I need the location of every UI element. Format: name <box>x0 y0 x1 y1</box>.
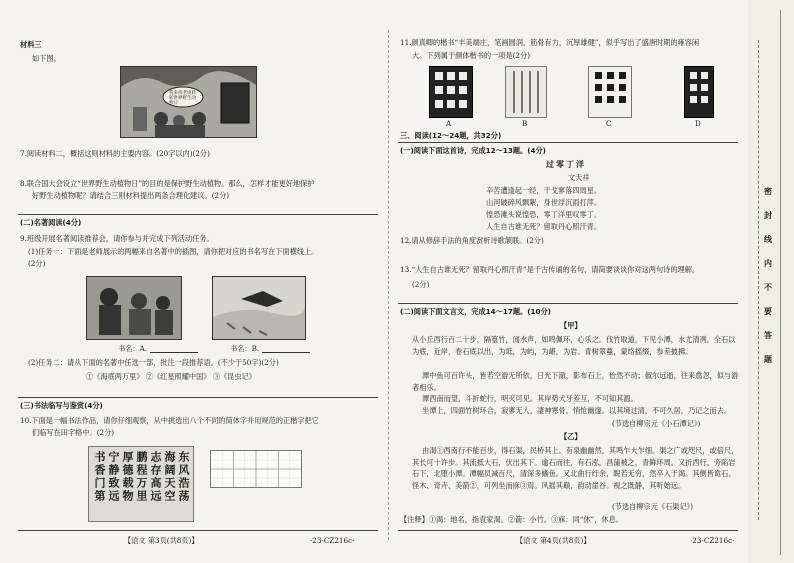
reading-divider <box>398 142 738 143</box>
footer-left-code: ·23-CZ216c· <box>310 536 355 545</box>
sealing-line-char: 密 <box>764 187 772 196</box>
annotation-notes: 【注释】①渴：地名，指袁家渴。②箭：小竹。③庥：同“休”，休息。 <box>400 515 623 524</box>
passage-jia-p4: 坐潭上，四面竹树环合，寂寥无人，凄神寒骨，悄怆幽邃。以其境过清，不可久居，乃记之而去。 <box>422 406 732 415</box>
illustration-a-drawing <box>87 277 181 339</box>
binding-dashed-line <box>758 40 759 520</box>
question-10-line1: 10.下面是一幅书法作品，请你仔细观察，从中挑选出八个不同的简体字并用规范的正楷字把它 <box>20 416 319 425</box>
passage-jia-p1: 从小丘西行百二十步，隔篁竹，闻水声，如鸣佩环，心乐之。伐竹取道，下见小潭，水尤清冽。全石以为底，近岸，卷石底以出，为坻，为屿，为嵁，为岩。青树翠蔓，蒙络摇缀，参差披拂。 <box>412 335 736 356</box>
option-label-c: C <box>606 119 612 128</box>
question-13-line1: 13.“人生自古谁无死？留取丹心照汗青”是千古传诵的名句，请简要谈谈你对这两句诗的理解。 <box>400 265 700 274</box>
page-separator <box>388 30 389 540</box>
calligraphy-b-glyphs <box>506 67 546 117</box>
section-famous-books: (二)名著阅读(4分) <box>20 218 82 227</box>
calligraphy-column: 宁静致远 <box>107 451 120 503</box>
cartoon-image <box>120 66 257 138</box>
calligraphy-column: 志存高远 <box>149 451 162 503</box>
material3-title: 材料三 <box>20 40 42 49</box>
illustration-b-drawing <box>213 277 305 339</box>
footer-left-page: 【语文 第3页(共8页)】 <box>124 536 199 545</box>
calligraphy-option-a <box>429 66 473 118</box>
sealing-line-char: 内 <box>764 259 772 268</box>
calligraphy-a-glyphs <box>430 67 472 117</box>
calligraphy-d-glyphs <box>685 67 713 117</box>
bookname-label-a: 书名：A. <box>118 344 148 353</box>
passage-jia-source: (节选自柳宗元《小石潭记》) <box>612 419 701 428</box>
tianzige-grid[interactable] <box>210 450 302 488</box>
poem-title: 过零丁洋 <box>546 159 586 169</box>
calligraphy-artwork <box>88 446 194 522</box>
question-9-task1: (1)任务一：下面是老师展示的两幅来自名著中的插图，请你把对应的书名写在下面横线上。 <box>28 247 319 256</box>
calligraphy-column: 鹏程万里 <box>135 451 148 503</box>
footer-right-page: 【语文 第4页(共8页)】 <box>516 536 591 545</box>
passage-jia-p3: 潭西南而望，斗折蛇行，明灭可见。其岸势犬牙差互，不可知其源。 <box>422 394 638 403</box>
passage-jia-label: 【甲】 <box>560 321 582 330</box>
poem-line-2: 山河破碎风飘絮，身世浮沉雨打萍。 <box>486 198 602 207</box>
calligraphy-column: 海阔天空 <box>163 451 176 503</box>
option-label-d: D <box>695 119 701 128</box>
tianzige-lines <box>211 451 301 487</box>
bookname-blank-a[interactable] <box>150 352 198 353</box>
sealing-line-char: 题 <box>764 355 772 364</box>
section-divider-2 <box>18 397 378 398</box>
question-9-task2: (2)任务二：请从下面的名著中任选一部，批注一段推荐语。(不少于50字)(2分) <box>28 358 279 367</box>
passage-yi-text: 由渴①西南行不能百步，得石渠，民桥其上。有泉幽幽然，其鸣乍大乍细。渠之广或咫尺，或倍尺，其长可十许步。其流抵大石，伏出其下。逾石而往，有石泓，昌蒲被之，青鲜环周。又折西行，旁陷岩石下，北堕小潭。潭幅员减百尺，清深多鯈鱼。又北曲行纡余，睨若无穷，然卒入于渴。其侧皆诡石、怪木、奇卉、美箭②，可列坐而庥③焉。风摇其巅，韵动崖谷。视之既静，其听始远。 <box>412 446 739 490</box>
question-8-line2: 好野生动植物呢？请结合三则材料提出两条合理化建议。(2分) <box>32 191 230 200</box>
poem-line-3: 惶恐滩头说惶恐，零丁洋里叹零丁。 <box>486 210 602 219</box>
material3-sub: 如下图。 <box>32 54 61 63</box>
passage-yi-label: 【乙】 <box>560 432 582 441</box>
footer-right-code: ·23-CZ216c· <box>690 536 735 545</box>
sealing-line-char: 线 <box>764 235 772 244</box>
subsection-poem: (一)阅读下面这首诗，完成12～13题。(4分) <box>400 146 546 155</box>
question-13-line2: (2分) <box>412 280 430 289</box>
calligraphy-column: 书香门第 <box>93 451 106 503</box>
calligraphy-column: 东风浩荡 <box>177 451 190 503</box>
section-reading: 三、阅读(12～24题，共32分) <box>400 131 502 140</box>
passage-jia-p2: 潭中鱼可百许头，皆若空游无所依，日光下澈，影布石上，佁然不动；俶尔远逝，往来翕忽，似与游者相乐。 <box>412 371 739 392</box>
calligraphy-columns <box>93 451 189 517</box>
sealing-line-char: 不 <box>764 283 772 292</box>
calligraphy-option-b <box>505 66 547 118</box>
classical-divider <box>398 303 738 304</box>
sealing-line-char: 封 <box>764 211 772 220</box>
question-10-line2: 们临写在田字格中。(2分) <box>32 428 115 437</box>
footer-divider-left <box>18 530 378 531</box>
bookname-label-b: 书名：B. <box>230 344 260 353</box>
footer-divider-right <box>398 530 738 531</box>
subsection-classical: (二)阅读下面文言文，完成14～17题。(10分) <box>400 307 551 316</box>
section-divider <box>18 214 378 215</box>
question-11-line2: 大。下列属于颜体楷书的一项是(2分) <box>412 51 530 60</box>
question-7: 7.阅读材料二，概括这则材料的主要内容。(20字以内)(2分) <box>20 149 210 158</box>
illustration-a <box>86 276 182 340</box>
calligraphy-c-glyphs <box>589 67 631 117</box>
calligraphy-option-c <box>588 66 632 118</box>
binding-margin <box>748 0 794 563</box>
question-12: 12.请从修辞手法的角度赏析诗歌颔联。(2分) <box>400 236 544 245</box>
calligraphy-column: 厚德载物 <box>121 451 134 503</box>
question-11-line1: 11.颜真卿的楷书“丰美端庄，笔画圆润，筋骨有力，沉厚雄健”，似乎写出了盛唐时期的雍容闲 <box>400 38 700 47</box>
poem-line-4: 人生自古谁无死？留取丹心照汗青。 <box>486 222 602 231</box>
question-9-intro: 9.班级开展名著阅读推荐会，请你参与并完成下列活动任务。 <box>20 234 214 243</box>
poem-line-1: 辛苦遭逢起一经，干戈寥落四周星。 <box>486 186 602 195</box>
illustration-b <box>212 276 306 340</box>
sealing-line-char: 要 <box>764 307 772 316</box>
section-calligraphy: (三)书法临写与鉴赏(4分) <box>20 401 103 410</box>
question-8-line1: 8.联合国大会设立“世界野生动植物日”的目的是保护野生动植物。那么，怎样才能更好地保护 <box>20 179 315 188</box>
question-9-task1-score: (2分) <box>28 259 46 268</box>
option-label-b: B <box>522 119 528 128</box>
passage-yi-source: (节选自柳宗元《石渠记》) <box>612 502 694 511</box>
bookname-blank-b[interactable] <box>262 352 310 353</box>
cartoon-caption: 我来找老虎转转世界野生动物日 <box>169 91 196 106</box>
poem-author: 文天祥 <box>568 173 590 182</box>
book-options: ①《海底两万里》 ②《红星照耀中国》 ③《昆虫记》 <box>86 372 256 381</box>
option-label-a: A <box>446 119 452 128</box>
binding-solid-line <box>780 10 781 555</box>
sealing-line-char: 答 <box>764 331 772 340</box>
calligraphy-option-d <box>684 66 714 118</box>
